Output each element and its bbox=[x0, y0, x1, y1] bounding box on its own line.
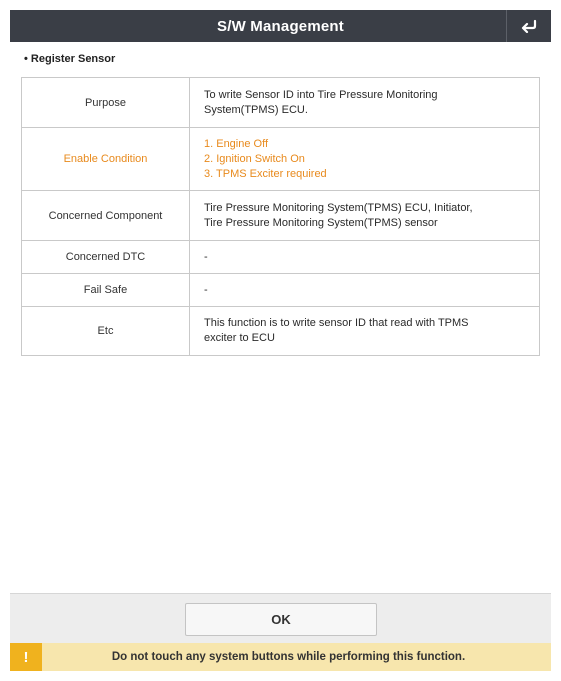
row-label: Etc bbox=[22, 307, 190, 356]
table-row bbox=[22, 78, 540, 128]
ok-button[interactable]: OK bbox=[185, 603, 377, 636]
warning-bar bbox=[10, 643, 551, 671]
section-title: • Register Sensor bbox=[24, 53, 116, 65]
row-value bbox=[190, 274, 540, 307]
value-line: 1. Engine Off bbox=[204, 137, 269, 150]
row-value bbox=[190, 241, 540, 274]
table-row bbox=[22, 274, 540, 307]
row-label: Enable Condition bbox=[22, 128, 190, 191]
back-button[interactable] bbox=[506, 10, 551, 42]
row-value bbox=[190, 78, 540, 128]
row-label: Fail Safe bbox=[22, 274, 190, 307]
row-value bbox=[190, 191, 540, 241]
return-arrow-icon bbox=[520, 19, 538, 33]
value-line: Tire Pressure Monitoring System(TPMS) sensor bbox=[204, 216, 438, 229]
value-line: Tire Pressure Monitoring System(TPMS) ECU, Initiator, bbox=[204, 201, 473, 214]
info-table bbox=[21, 77, 540, 356]
value-line: - bbox=[204, 283, 208, 296]
value-line: exciter to ECU bbox=[204, 332, 275, 344]
value-line: This function is to write sensor ID that read with TPMS bbox=[204, 317, 469, 329]
row-label: Concerned Component bbox=[22, 191, 190, 241]
title-bar bbox=[10, 10, 551, 42]
table-row bbox=[22, 307, 540, 356]
row-value bbox=[190, 128, 540, 191]
value-line: 2. Ignition Switch On bbox=[204, 152, 305, 165]
row-label: Purpose bbox=[22, 78, 190, 128]
page-title: S/W Management bbox=[217, 17, 344, 35]
row-value bbox=[190, 307, 540, 356]
table-row bbox=[22, 191, 540, 241]
value-line: To write Sensor ID into Tire Pressure Monitoring bbox=[204, 88, 438, 101]
value-line: - bbox=[204, 250, 208, 263]
value-line: System(TPMS) ECU. bbox=[204, 103, 308, 116]
table-row bbox=[22, 241, 540, 274]
warning-icon: ! bbox=[10, 643, 42, 671]
row-label: Concerned DTC bbox=[22, 241, 190, 274]
value-line: 3. TPMS Exciter required bbox=[204, 167, 327, 180]
warning-text: Do not touch any system buttons while performing this function. bbox=[111, 651, 466, 663]
table-row bbox=[22, 128, 540, 191]
footer-bar bbox=[10, 593, 551, 644]
